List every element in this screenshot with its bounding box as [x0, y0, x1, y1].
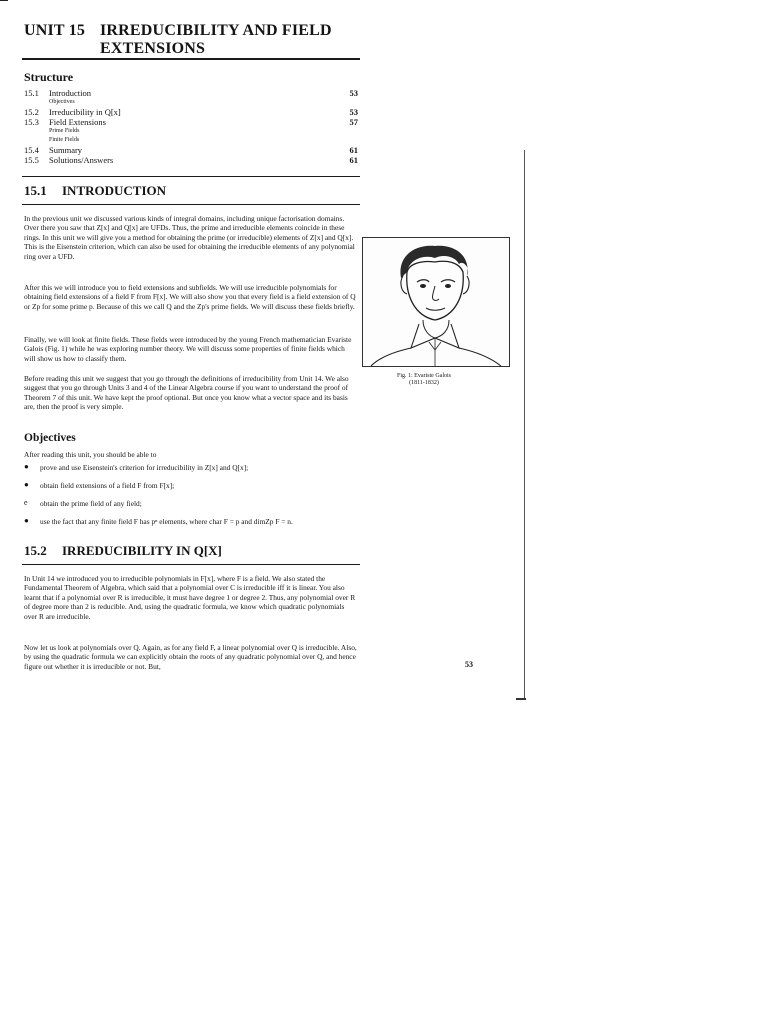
section-title: INTRODUCTION — [62, 183, 167, 198]
section-heading-irreducibility — [24, 543, 222, 559]
toc-title: Field Extensions — [49, 117, 106, 127]
toc-subitem: Prime Fields — [49, 128, 80, 134]
toc-page: 53 — [349, 88, 358, 98]
objectives-heading: Objectives — [24, 432, 76, 444]
list-item — [24, 498, 358, 516]
bullet-marker: ● — [24, 516, 29, 525]
toc-row — [24, 117, 358, 127]
toc-num: 15.1 — [24, 88, 39, 98]
list-item-text: use the fact that any finite field F has pⁿ elements, where char F = p and dimZp F = n. — [40, 517, 293, 526]
unit-title — [24, 22, 332, 58]
toc-subitem: Objectives — [49, 99, 75, 105]
irreducibility-paragraph-2: Now let us look at polynomials over Q. Again, as for any field F, a linear polynomial over Q is irreducible. Also, by using the quadratic formula we can explicitly obtain the roots of any quadratic polynomial over Q, and hence figure out whether it is irreducible or not. But, — [24, 643, 357, 671]
structure-rule — [22, 176, 360, 177]
toc-title: Introduction — [49, 88, 92, 98]
toc-page: 61 — [349, 145, 358, 155]
list-item — [24, 516, 358, 534]
unit-label: UNIT 15 — [24, 22, 86, 39]
page-edge-line — [524, 150, 525, 700]
list-item-text: obtain the prime field of any field; — [40, 499, 142, 508]
list-item — [24, 462, 358, 480]
section-rule — [22, 564, 360, 565]
toc-page: 57 — [349, 117, 358, 127]
unit-title-line2: EXTENSIONS — [100, 40, 206, 57]
toc-title: Summary — [49, 145, 83, 155]
toc-num: 15.2 — [24, 107, 39, 117]
page-number: 53 — [465, 660, 473, 669]
toc-num: 15.5 — [24, 155, 39, 165]
caption-line-1: Fig. 1: Evariste Galois — [397, 373, 451, 379]
toc-num: 15.4 — [24, 145, 39, 155]
portrait-drawing — [363, 238, 509, 366]
bullet-marker: ● — [24, 462, 29, 471]
objectives-lead: After reading this unit, you should be able to — [24, 450, 157, 459]
toc-title: Solutions/Answers — [49, 155, 114, 165]
intro-paragraph-1: In the previous unit we discussed various kinds of integral domains, including unique factorisation domains. Over there you saw that Z[x] and Q[x] are UFDs. Thus, the prime and irreducible elements coincide in these rings. In this unit we will give you a method for obtaining the prime (or irreducible) elements of Z[x] and Q[x]. This is the Eisenstein criterion, which can also be used for obtaining the irreducible elements of any polynomial ring over a UFD. — [24, 214, 355, 261]
corner-mark — [0, 0, 8, 1]
toc-row — [24, 88, 358, 98]
galois-portrait — [362, 237, 510, 367]
toc-subitem: Finite Fields — [49, 137, 80, 143]
list-item-text: prove and use Eisenstein's criterion for irreducibility in Z[x] and Q[x]; — [40, 463, 249, 472]
section-number: 15.2 — [24, 543, 47, 558]
table-of-contents — [24, 88, 358, 165]
toc-num: 15.3 — [24, 117, 39, 127]
page-edge-tick — [516, 698, 526, 700]
section-number: 15.1 — [24, 183, 47, 198]
intro-paragraph-3: Finally, we will look at finite fields. These fields were introduced by the young French mathematician Evariste Galois (Fig. 1) while he was exploring number theory. We will discuss some properties of finite fields which will show us how to classify them. — [24, 335, 352, 363]
caption-line-2: (1811-1832) — [409, 380, 439, 386]
objectives-list — [24, 462, 358, 534]
intro-paragraph-2: After this we will introduce you to field extensions and subfields. We will use irreducible polynomials for obtaining field extensions of a field F from F[x]. We will also show you that every field is a field extension of Q or Zp for some prime p. Because of this we call Q and the Zp's prime fields. We will discuss these fields briefly. — [24, 283, 356, 311]
structure-heading: Structure — [24, 70, 74, 84]
list-item — [24, 480, 358, 498]
figure-caption — [388, 373, 460, 387]
section-heading-introduction — [24, 183, 166, 199]
bullet-marker: ● — [24, 480, 29, 489]
list-item-text: obtain field extensions of a field F from F[x]; — [40, 481, 175, 490]
bullet-marker: e — [24, 498, 28, 507]
toc-row — [24, 155, 358, 165]
unit-title-line1: IRREDUCIBILITY AND FIELD — [100, 22, 332, 39]
section-rule — [22, 204, 360, 205]
intro-paragraph-4: Before reading this unit we suggest that you go through the definitions of irreducibility from Unit 14. We also suggest that you go through Units 3 and 4 of the Linear Algebra course if you want to understand the proof of Theorem 7 of this unit. We have kept the proof optional. But once you know what a vector space and its basis are, then the proof is very simple. — [24, 374, 349, 412]
irreducibility-paragraph-1: In Unit 14 we introduced you to irreducible polynomials in F[x], where F is a field. We also stated the Fundamental Theorem of Algebra, which said that a polynomial over C is irreducible iff it is linear. You also learnt that if a polynomial over R is irreducible, it must have degree 1 or degree 2. Thus, any polynomial over R of degree more than 2 is reducible. And, using the quadratic formula, we know which quadratic polynomials over R are irreducible. — [24, 574, 356, 621]
toc-page: 53 — [349, 107, 358, 117]
section-title: IRREDUCIBILITY IN Q[X] — [62, 543, 222, 558]
toc-title: Irreducibility in Q[x] — [49, 107, 121, 117]
toc-row — [24, 107, 358, 117]
title-rule — [22, 58, 360, 60]
toc-page: 61 — [349, 155, 358, 165]
toc-row — [24, 145, 358, 155]
